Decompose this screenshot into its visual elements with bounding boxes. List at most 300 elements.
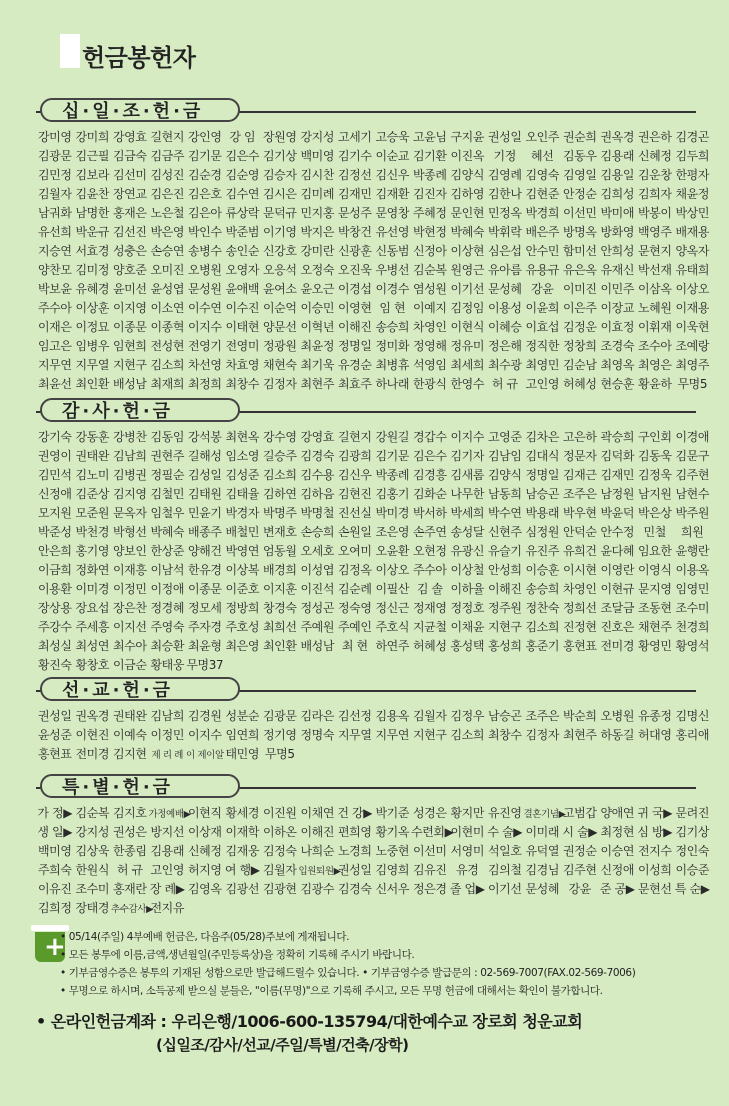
- donor-name: 전영미: [225, 339, 260, 353]
- donor-name: 이해진: [487, 582, 522, 596]
- donor-name: 신정애: [37, 487, 72, 501]
- donor-name: 이하율: [450, 582, 485, 596]
- donor-name: 유선영: [375, 225, 410, 239]
- donor-row: [36, 356, 710, 375]
- donor-list: [36, 128, 710, 394]
- donor-name: 김현준: [525, 187, 560, 201]
- donor-name: 성경은: [412, 806, 447, 820]
- donor-name: 김선미: [112, 168, 147, 182]
- donor-name: 채현주: [637, 620, 672, 634]
- donor-name: 나희순: [300, 844, 335, 858]
- donor-name: 양보인: [112, 544, 147, 558]
- donor-name: 김기문: [187, 149, 222, 163]
- donor-name: 박영연: [225, 544, 260, 558]
- donor-row: [36, 523, 704, 542]
- donor-name: 김동욱: [637, 449, 672, 463]
- section-mission: [36, 677, 710, 764]
- donor-name: 태민영: [225, 747, 260, 761]
- donor-name: 김영일: [562, 168, 597, 182]
- donor-name: 주호식: [375, 620, 410, 634]
- donor-name: 김지현: [112, 747, 147, 761]
- donor-name: 문현지: [637, 244, 672, 258]
- donor-name: 김남임: [487, 449, 522, 463]
- donor-name: 입원퇴원▶: [298, 866, 341, 877]
- donor-name: 이승준: [675, 863, 710, 877]
- donor-name: 유희건: [562, 544, 597, 558]
- donor-name: 창경숙: [262, 601, 297, 615]
- donor-name: 최수광: [487, 358, 522, 372]
- donor-name: 허대영: [637, 728, 672, 742]
- donor-name: 권성일: [487, 130, 522, 144]
- donor-name: 최성실: [37, 639, 72, 653]
- donor-name: 김화순: [412, 487, 447, 501]
- donor-row: [36, 861, 710, 880]
- donor-name: 박보윤: [37, 282, 72, 296]
- donor-name: 유슬기: [487, 544, 522, 558]
- donor-name: 권옥경: [600, 130, 635, 144]
- donor-name: 신혜정: [187, 844, 222, 858]
- donor-name: 조수미: [675, 601, 710, 615]
- donor-name: 나무한: [450, 487, 485, 501]
- donor-name: 이효정: [600, 320, 635, 334]
- donor-row: [36, 185, 710, 204]
- donor-name: 김경숙: [300, 449, 335, 463]
- donor-name: 한상준: [150, 544, 185, 558]
- donor-name: 황영민: [637, 639, 672, 653]
- donor-name: 유아름: [487, 263, 522, 277]
- donor-name: 이진원: [262, 806, 297, 820]
- donor-name: 오현정: [412, 544, 447, 558]
- donor-name: 지현구: [487, 620, 522, 634]
- donor-name: 채현숙: [262, 358, 297, 372]
- donor-name: 양해건: [187, 544, 222, 558]
- donor-name: 여 행▶: [224, 863, 260, 877]
- donor-name: 홍성희: [487, 639, 522, 653]
- donor-name: 김남희: [112, 449, 147, 463]
- donor-name: 민지홍: [300, 206, 335, 220]
- donor-name: 박운규: [75, 225, 110, 239]
- donor-name: 김정옥: [337, 563, 372, 577]
- donor-name: 경갑수: [412, 430, 447, 444]
- donor-name: 김기상: [262, 149, 297, 163]
- donor-name: 양문선: [262, 320, 297, 334]
- donor-name: 김유진: [412, 863, 447, 877]
- donor-name: 남명한: [75, 206, 110, 220]
- donor-name: 권영이: [37, 449, 72, 463]
- donor-name: 최인환: [262, 639, 297, 653]
- donor-name: 임연희: [225, 728, 260, 742]
- donor-name: 주희숙: [37, 863, 72, 877]
- donor-name: 손원일: [337, 525, 372, 539]
- donor-name: 최현옥: [225, 430, 260, 444]
- notice-item: • 무명으로 하시며, 소득공제 받으실 분들은, "이름(무명)"으로 기록해 주시고, 모든 무명 헌금에 대해서는 확인이 불가합니다.: [60, 985, 603, 997]
- donor-name: 박봉이: [637, 206, 672, 220]
- donor-name: 귀 국▶: [637, 806, 673, 820]
- donor-name: 김명신: [675, 709, 710, 723]
- donor-name: 강지성: [75, 825, 110, 839]
- donor-name: 이상오: [375, 563, 410, 577]
- donor-name: 안정순: [562, 187, 597, 201]
- donor-name: 김기환: [412, 149, 447, 163]
- donor-name: 남승곤: [525, 487, 560, 501]
- donor-name: 허혜성: [562, 377, 597, 391]
- section-label: 특·별·헌·금: [40, 774, 240, 798]
- donor-name: 이경수: [375, 282, 410, 296]
- donor-name: 김주현: [675, 468, 710, 482]
- donor-name: 이순억: [262, 301, 297, 315]
- donor-name: 권태완: [75, 449, 110, 463]
- donor-name: 방명옥: [562, 225, 597, 239]
- donor-name: 최영민: [525, 358, 560, 372]
- donor-name: 모준원: [75, 506, 110, 520]
- donor-name: 윤애백: [225, 282, 260, 296]
- donor-name: 김대식: [525, 449, 560, 463]
- donor-name: 주수아: [37, 301, 72, 315]
- donor-name: 김노미: [75, 468, 110, 482]
- donor-name: 최현주: [562, 728, 597, 742]
- donor-name: 오병원: [600, 709, 635, 723]
- donor-row: [36, 485, 710, 504]
- donor-name: 권옥경: [75, 709, 110, 723]
- donor-name: 건 강▶: [337, 806, 373, 820]
- donor-name: 신동범: [375, 244, 410, 258]
- donor-name: 김용래: [150, 844, 185, 858]
- donor-name: 이혁년: [300, 320, 335, 334]
- donor-name: 최정현: [600, 825, 635, 839]
- donor-name: 가정예배▶: [148, 809, 191, 820]
- donor-name: 김기수: [337, 149, 372, 163]
- donor-name: 김은호: [187, 187, 222, 201]
- donor-row: [36, 447, 710, 466]
- donor-name: 정주원: [487, 601, 522, 615]
- donor-name: 이태현: [225, 320, 260, 334]
- donor-name: 김경숙: [337, 882, 372, 896]
- donor-name: 이기선: [487, 882, 522, 896]
- donor-name: 윤여소: [262, 282, 297, 296]
- donor-name: 류상락: [225, 206, 260, 220]
- donor-name: 지무연: [375, 728, 410, 742]
- donor-name: 김광문: [37, 149, 72, 163]
- donor-name: 황창호: [75, 658, 110, 672]
- donor-name: 윤성준: [37, 728, 72, 742]
- donor-name: 강병찬: [112, 430, 147, 444]
- donor-row: [36, 223, 710, 242]
- donor-row: [36, 618, 710, 637]
- donor-name: 박천경: [75, 525, 110, 539]
- donor-name: 김정자: [262, 377, 297, 391]
- donor-name: 박우현: [562, 506, 597, 520]
- donor-name: 최영은: [637, 358, 672, 372]
- donor-name: 안수민: [525, 244, 560, 258]
- donor-name: 김정임: [450, 301, 485, 315]
- donor-name: 이은주: [562, 301, 597, 315]
- donor-name: 정기영: [262, 728, 297, 742]
- page-title: 헌금봉헌자: [82, 44, 196, 72]
- donor-name: 남현수: [675, 487, 710, 501]
- donor-name: 손승희: [300, 525, 335, 539]
- donor-name: 이재흥: [112, 563, 147, 577]
- donor-name: 이용성: [487, 301, 522, 315]
- donor-name: 이정애: [150, 582, 185, 596]
- donor-name: 구인회: [637, 430, 672, 444]
- donor-name: 정모세: [187, 601, 222, 615]
- donor-row: [36, 375, 708, 394]
- donor-name: 임철우: [150, 506, 185, 520]
- donor-name: 강동훈: [75, 430, 110, 444]
- donor-name: 이상복: [225, 563, 260, 577]
- donor-row: [36, 599, 710, 618]
- donor-name: 김신우: [337, 468, 372, 482]
- donor-name: 정유미: [450, 339, 485, 353]
- donor-name: 김신우: [375, 168, 410, 182]
- donor-name: 이필산: [375, 582, 410, 596]
- donor-name: 이영식: [637, 563, 672, 577]
- donor-name: 최현주: [300, 377, 335, 391]
- donor-name: 윤다혜: [600, 544, 635, 558]
- section-header: [36, 98, 696, 124]
- donor-name: 김양식: [487, 468, 522, 482]
- donor-name: 이지훈: [262, 582, 297, 596]
- donor-name: 이욱현: [675, 320, 710, 334]
- donor-name: 임소영: [225, 449, 260, 463]
- donor-name: 김순례: [337, 582, 372, 596]
- donor-name: 이선미: [412, 844, 447, 858]
- donor-name: 정은해: [487, 339, 522, 353]
- donor-name: 김시찬: [300, 168, 335, 182]
- donor-name: 하나래: [375, 377, 410, 391]
- donor-name: 박서하: [412, 506, 447, 520]
- donor-name: 손승연: [150, 244, 185, 258]
- section-tithe: [36, 98, 710, 394]
- donor-name: 유은옥: [562, 263, 597, 277]
- donor-name: 김윤찬: [75, 187, 110, 201]
- donor-name: 이 제이알: [186, 750, 224, 761]
- donor-name: 박형선: [112, 525, 147, 539]
- donor-name: 김재근: [562, 468, 597, 482]
- donor-name: 조주은: [525, 709, 560, 723]
- donor-row: [36, 504, 710, 523]
- donor-name: 가 정▶: [37, 806, 73, 820]
- donor-name: 백미영: [300, 149, 335, 163]
- donor-name: 김은아: [187, 206, 222, 220]
- donor-name: 이영현: [337, 301, 372, 315]
- donor-name: 박혜숙: [150, 525, 185, 539]
- donor-name: 김승자: [262, 168, 297, 182]
- donor-name: 김하영: [450, 187, 485, 201]
- donor-name: 김민석: [37, 468, 72, 482]
- donor-name: 윤오근: [300, 282, 335, 296]
- donor-name: 이휘재: [637, 320, 672, 334]
- donor-name: 이장교: [600, 301, 635, 315]
- donor-name: 강윤: [568, 882, 591, 896]
- section-special: [36, 774, 710, 918]
- donor-name: 노혜원: [637, 301, 672, 315]
- donor-name: 수 술▶: [487, 825, 523, 839]
- donor-name: 김소희: [262, 468, 297, 482]
- donor-name: 홍기영: [75, 544, 110, 558]
- donor-name: 유태희: [675, 263, 710, 277]
- donor-name: 이선민: [562, 206, 597, 220]
- donor-name: 강기숙: [37, 430, 72, 444]
- donor-name: 권현주: [150, 449, 185, 463]
- donor-name: 김새롬: [450, 468, 485, 482]
- donor-name: 김용일: [600, 168, 635, 182]
- donor-name: 현승훈: [600, 377, 635, 391]
- donor-name: 최희선: [262, 620, 297, 634]
- donor-name: 정정호: [450, 601, 485, 615]
- donor-name: 졸 업▶: [449, 882, 485, 896]
- donor-name: 이진옥: [450, 149, 485, 163]
- donor-name: 장상용: [37, 601, 72, 615]
- donor-name: 장연교: [112, 187, 147, 201]
- donor-name: 장 례▶: [149, 882, 185, 896]
- donor-name: 김문구: [675, 449, 710, 463]
- donor-name: 오인주: [525, 130, 560, 144]
- donor-name: 양옥자: [675, 244, 710, 258]
- donor-name: 전영기: [187, 339, 222, 353]
- donor-name: 박세희: [450, 506, 485, 520]
- donor-name: 길승주: [262, 449, 297, 463]
- donor-name: 오정숙: [300, 263, 335, 277]
- donor-name: 이해진: [300, 825, 335, 839]
- donor-name: 강 임: [229, 130, 256, 144]
- donor-name: 진호은: [600, 620, 635, 634]
- donor-name: 홍현표: [37, 747, 72, 761]
- donor-name: 박종례: [375, 468, 410, 482]
- donor-name: 허 규: [116, 863, 143, 877]
- donor-name: 이지선: [112, 620, 147, 634]
- donor-name: 오영자: [225, 263, 260, 277]
- donor-name: 강지성: [300, 130, 335, 144]
- donor-name: 무명5: [677, 377, 708, 391]
- donor-name: 김태원: [187, 487, 222, 501]
- donor-row: [36, 842, 710, 861]
- donor-name: 김상욱: [75, 844, 110, 858]
- donor-name: 이재학: [225, 825, 260, 839]
- donor-name: 양애연: [600, 806, 635, 820]
- donor-row: [36, 726, 710, 745]
- donor-name: 윤미선: [112, 282, 147, 296]
- donor-name: 김희정: [37, 901, 72, 915]
- donor-name: 이정민: [150, 728, 185, 742]
- donor-name: 길현지: [337, 430, 372, 444]
- donor-row: [36, 656, 696, 675]
- donor-name: 최수아: [112, 639, 147, 653]
- donor-name: 김월자: [412, 709, 447, 723]
- donor-name: 이지영: [112, 301, 147, 315]
- donor-name: 정명일: [525, 468, 560, 482]
- donor-name: 김하음: [300, 487, 335, 501]
- donor-name: 서영미: [450, 844, 485, 858]
- donor-name: 이금희: [37, 563, 72, 577]
- donor-name: 박경자: [225, 506, 260, 520]
- donor-name: 문성혜: [525, 882, 560, 896]
- donor-name: 임요한: [637, 544, 672, 558]
- donor-name: 조은영: [375, 525, 410, 539]
- donor-name: 정희선: [562, 601, 597, 615]
- donor-name: 오윤환: [375, 544, 410, 558]
- donor-name: 문덕규: [262, 206, 297, 220]
- donor-name: 김은수: [412, 449, 447, 463]
- donor-name: 김순경: [187, 168, 222, 182]
- donor-name: 방화영: [600, 225, 635, 239]
- donor-name: 허혜성: [412, 639, 447, 653]
- donor-row: [36, 745, 696, 764]
- donor-name: 최영옥: [600, 358, 635, 372]
- donor-name: 조동현: [637, 601, 672, 615]
- donor-name: 제 리 례: [151, 750, 184, 761]
- donor-name: 길현지: [150, 130, 185, 144]
- donor-name: 고은하: [562, 430, 597, 444]
- donor-name: 문려진: [675, 806, 710, 820]
- donor-name: 이종문: [112, 320, 147, 334]
- donor-name: 김선정: [337, 709, 372, 723]
- notice-item: • 기부금영수증은 봉투의 기재된 성함으로만 발급해드릴수 있습니다. • 기부금영수증 발급문의 : 02-569-7007(FAX.02-569-7006): [60, 967, 636, 979]
- donor-name: 김한나: [487, 187, 522, 201]
- donor-name: 이유진: [37, 882, 72, 896]
- donor-name: 정창희: [562, 339, 597, 353]
- donor-name: 고범갑: [562, 806, 597, 820]
- donor-name: 최병휴: [375, 358, 410, 372]
- donor-name: 이금순: [112, 658, 147, 672]
- donor-name: 무명5: [264, 747, 295, 761]
- donor-row: [36, 804, 710, 823]
- donor-name: 김금숙: [112, 149, 147, 163]
- donor-name: 정찬숙: [525, 601, 560, 615]
- donor-name: 정방희: [225, 601, 260, 615]
- donor-name: 민정옥: [487, 206, 522, 220]
- donor-name: 이상현: [450, 244, 485, 258]
- donor-name: 안수정: [600, 525, 635, 539]
- donor-name: 양호준: [112, 263, 147, 277]
- donor-name: 한영수: [450, 377, 485, 391]
- donor-name: 이용환: [37, 582, 72, 596]
- donor-name: 함미선: [562, 244, 597, 258]
- donor-name: 이지수: [187, 728, 222, 742]
- donor-name: 지무열: [75, 358, 110, 372]
- donor-name: 엄동월: [262, 544, 297, 558]
- donor-name: 최창수: [225, 377, 260, 391]
- donor-name: 최승환: [150, 639, 185, 653]
- donor-name: 김영옥: [187, 882, 222, 896]
- donor-name: 모지원: [37, 506, 72, 520]
- donor-name: 오진욱: [337, 263, 372, 277]
- donor-list: [36, 707, 710, 764]
- donor-name: 김금주: [150, 149, 185, 163]
- donor-name: 송인순: [225, 244, 260, 258]
- donor-name: 김순복: [412, 263, 447, 277]
- donor-name: 김보라: [75, 168, 110, 182]
- donor-name: 지균철: [412, 620, 447, 634]
- donor-name: 심은섭: [487, 244, 522, 258]
- donor-name: 문성혜: [487, 282, 522, 296]
- donor-name: 지무열: [337, 728, 372, 742]
- donor-name: 주강수: [37, 620, 72, 634]
- donor-name: 유경: [456, 863, 479, 877]
- donor-name: 심정원: [525, 525, 560, 539]
- donor-row: [36, 542, 710, 561]
- donor-name: 생 일▶: [37, 825, 73, 839]
- donor-name: 정명일: [337, 339, 372, 353]
- donor-name: 이재용: [675, 301, 710, 315]
- donor-name: 정명숙: [300, 728, 335, 742]
- donor-name: 김미례: [300, 187, 335, 201]
- donor-name: 정화연: [75, 563, 110, 577]
- donor-name: 김차은: [525, 430, 560, 444]
- donor-name: 박은영: [150, 225, 185, 239]
- donor-name: 박종례: [412, 168, 447, 182]
- donor-name: 염성원: [412, 282, 447, 296]
